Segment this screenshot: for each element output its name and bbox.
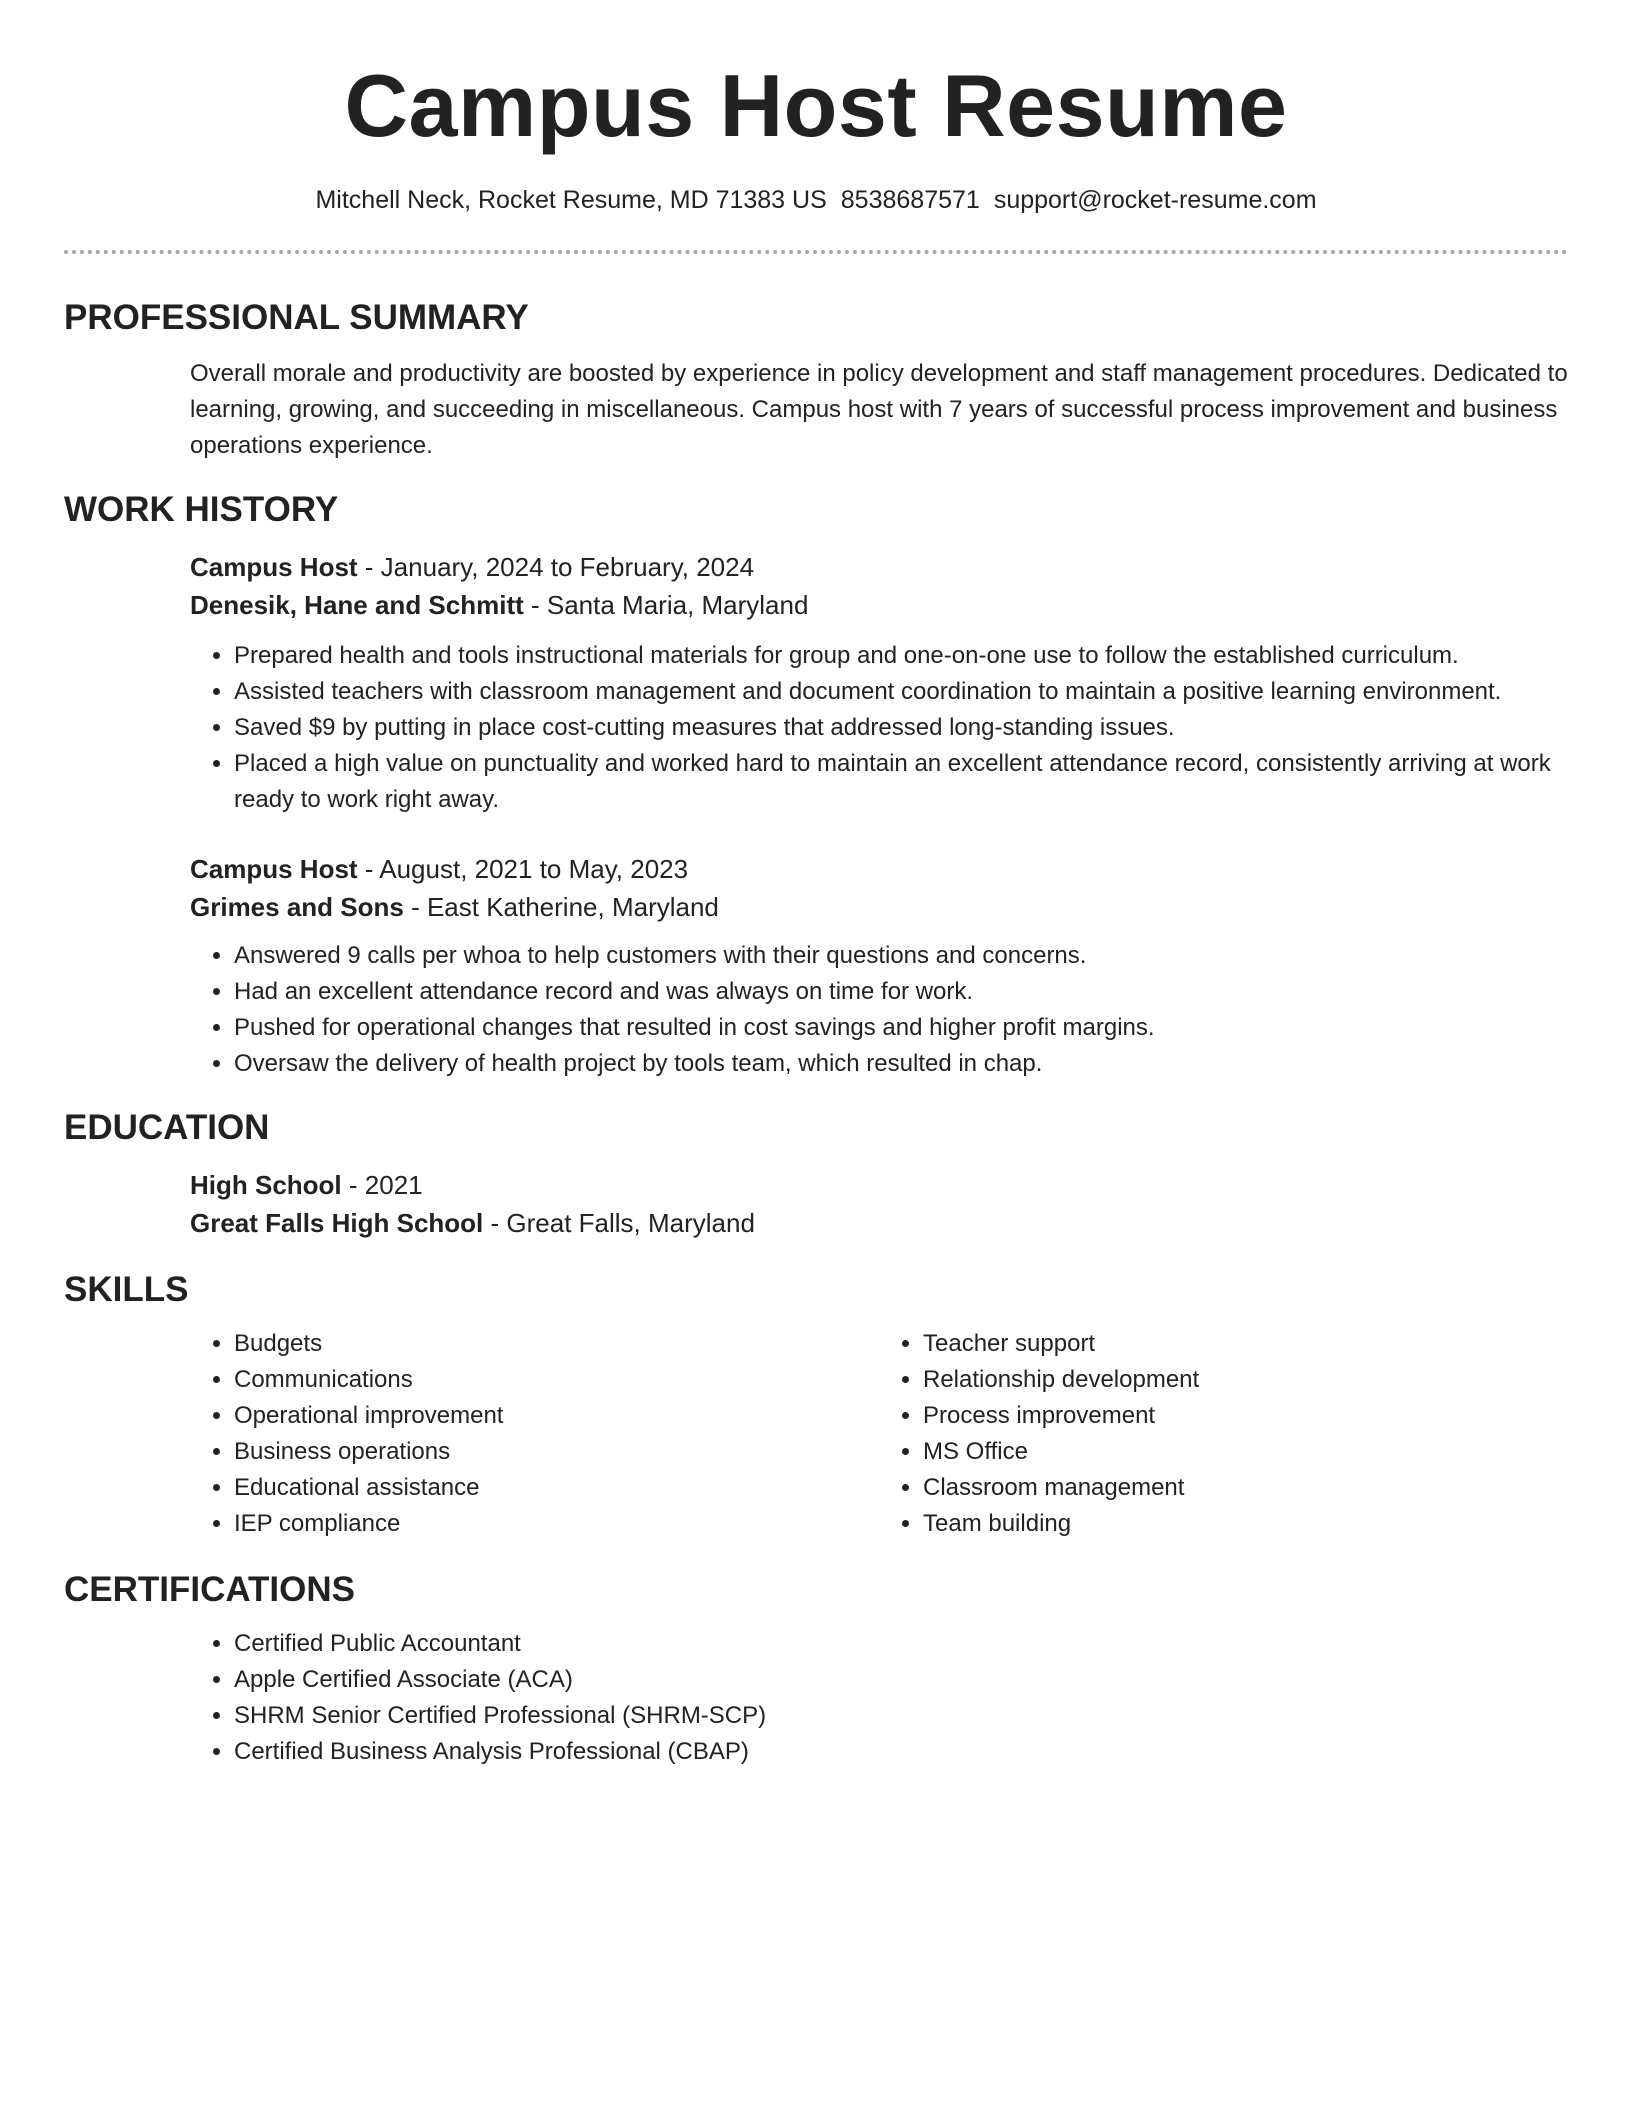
- summary-text: Overall morale and productivity are boosted by experience in policy development and staff management procedures. Dedicated to learning, growing, and succeeding in miscellaneous. Campus host with 7 years of successful process improvement and business operations experience.: [190, 360, 1568, 459]
- skill-item: • Team building: [923, 1506, 1568, 1542]
- contact-line: [64, 184, 1568, 216]
- job-bullet: • Oversaw the delivery of health project by tools team, which resulted in chap.: [234, 1046, 1568, 1082]
- job-company-line: [190, 586, 1568, 624]
- skills-column-right: [879, 1326, 1568, 1542]
- certifications-list: [190, 1626, 1568, 1770]
- education-school: Great Falls High School: [190, 1208, 484, 1238]
- job-bullet: • Had an excellent attendance record and was always on time for work.: [234, 974, 1568, 1010]
- page-title: Campus Host Resume: [344, 56, 1288, 155]
- certification-item: • Certified Public Accountant: [234, 1626, 1568, 1662]
- contact-email: support@rocket-resume.com: [993, 186, 1317, 214]
- job-bullet: • Answered 9 calls per whoa to help customers with their questions and concerns.: [234, 938, 1568, 974]
- work-history-heading: WORK HISTORY: [64, 490, 339, 529]
- job-dates: - January, 2024 to February, 2024: [357, 552, 755, 582]
- skills-heading: SKILLS: [64, 1270, 189, 1309]
- skill-item: • Communications: [234, 1362, 879, 1398]
- contact-address: Mitchell Neck, Rocket Resume, MD 71383 US: [315, 186, 827, 214]
- certification-item: • SHRM Senior Certified Professional (SHRM-SCP): [234, 1698, 1568, 1734]
- education-degree: High School: [190, 1170, 342, 1200]
- certifications-heading: CERTIFICATIONS: [64, 1570, 356, 1609]
- education-entry: [64, 1166, 1568, 1242]
- skill-item: • IEP compliance: [234, 1506, 879, 1542]
- skills-column-left: [190, 1326, 879, 1542]
- job-dates: - August, 2021 to May, 2023: [357, 854, 689, 884]
- contact-phone: 8538687571: [840, 186, 980, 214]
- job-bullet: • Prepared health and tools instructional materials for group and one-on-one use to follow the established curriculum.: [234, 638, 1568, 674]
- job-location: - Santa Maria, Maryland: [523, 590, 809, 620]
- skill-item: • Business operations: [234, 1434, 879, 1470]
- education-heading: EDUCATION: [64, 1108, 270, 1147]
- skill-item: • Educational assistance: [234, 1470, 879, 1506]
- certification-item: • Certified Business Analysis Professional (CBAP): [234, 1734, 1568, 1770]
- header-divider: [64, 250, 1568, 254]
- job-entry: [64, 850, 1568, 1082]
- skills-grid: [64, 1326, 1568, 1542]
- job-bullet: • Pushed for operational changes that resulted in cost savings and higher profit margins.: [234, 1010, 1568, 1046]
- education-school-line: [190, 1204, 1568, 1242]
- certification-item: • Apple Certified Associate (ACA): [234, 1662, 1568, 1698]
- job-bullets: [190, 638, 1568, 818]
- summary-heading: PROFESSIONAL SUMMARY: [64, 298, 529, 337]
- skill-item: • Classroom management: [923, 1470, 1568, 1506]
- certifications-list-wrap: [64, 1626, 1568, 1770]
- skill-item: • Operational improvement: [234, 1398, 879, 1434]
- job-entry: [64, 548, 1568, 818]
- job-bullets: [190, 938, 1568, 1082]
- job-title: Campus Host: [190, 552, 358, 582]
- job-bullet: • Assisted teachers with classroom management and document coordination to maintain a positive learning environment.: [234, 674, 1568, 710]
- job-title-line: [190, 548, 1568, 586]
- job-bullet: • Saved $9 by putting in place cost-cutting measures that addressed long-standing issues.: [234, 710, 1568, 746]
- skill-item: • Relationship development: [923, 1362, 1568, 1398]
- education-degree-line: [190, 1166, 1568, 1204]
- job-company: Grimes and Sons: [190, 892, 404, 922]
- job-location: - East Katherine, Maryland: [403, 892, 719, 922]
- skill-item: • Teacher support: [923, 1326, 1568, 1362]
- skill-item: • MS Office: [923, 1434, 1568, 1470]
- job-company-line: [190, 888, 1568, 926]
- job-title: Campus Host: [190, 854, 358, 884]
- skill-item: • Budgets: [234, 1326, 879, 1362]
- education-location: - Great Falls, Maryland: [483, 1208, 755, 1238]
- job-company: Denesik, Hane and Schmitt: [190, 590, 524, 620]
- job-title-line: [190, 850, 1568, 888]
- skill-item: • Process improvement: [923, 1398, 1568, 1434]
- education-year: - 2021: [341, 1170, 423, 1200]
- job-bullet: • Placed a high value on punctuality and worked hard to maintain an excellent attendance record, consistently arriving at work ready to work right away.: [234, 746, 1568, 818]
